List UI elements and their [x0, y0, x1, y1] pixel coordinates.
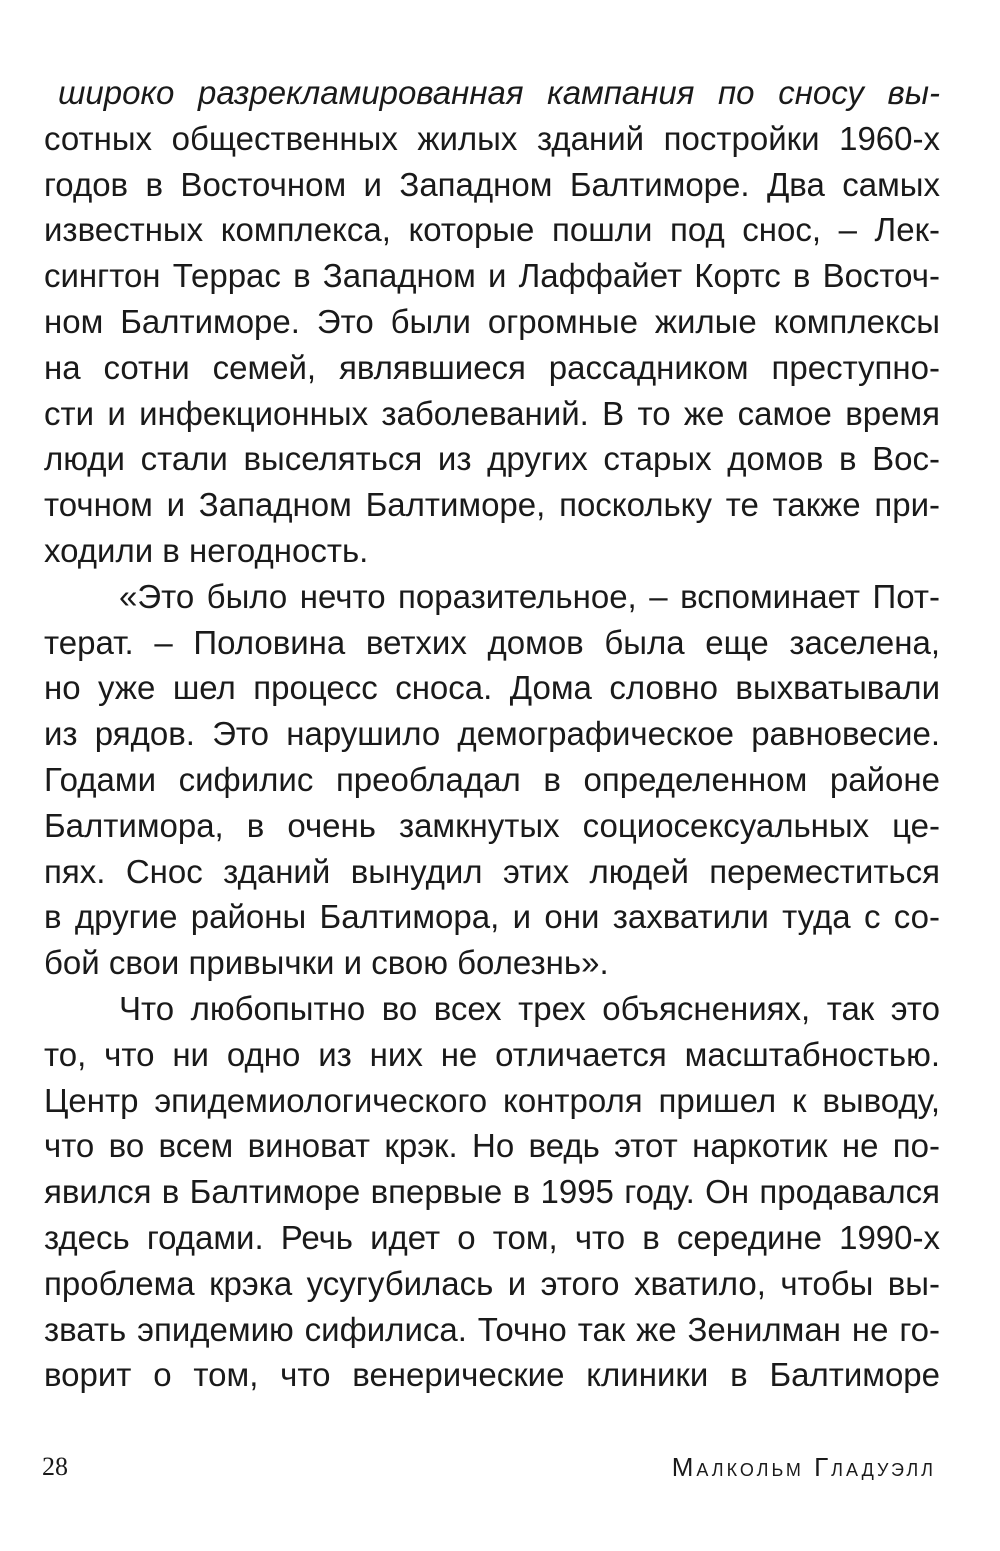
text-line: широко разрекламированная кампания по сносу вы- — [58, 74, 940, 111]
text-line: ворит о том, что венерические клиники в Балтиморе — [44, 1356, 940, 1394]
text-line: то, что ни одно из них не отличается масштабностью. — [44, 1035, 940, 1073]
text-line: известных комплекса, которые пошли под снос, – Лек- — [44, 211, 940, 249]
text-line: люди стали выселяться из других старых домов в Вос- — [44, 440, 940, 478]
text-line: сотных общественных жилых зданий постройки 1960-х — [44, 119, 940, 157]
text-line: из рядов. Это нарушило демографическое равновесие. — [44, 715, 940, 753]
text-line: сингтон Террас в Западном и Лаффайет Кортс в Восточ- — [44, 257, 940, 295]
text-line: звать эпидемию сифилиса. Точно так же Зенилман не го- — [44, 1310, 940, 1348]
text-line: пях. Снос зданий вынудил этих людей переместиться — [44, 852, 940, 890]
text-line: явился в Балтиморе впервые в 1995 году. Он продавался — [44, 1173, 940, 1211]
text-line: «Это было нечто поразительное, – вспоминает Пот- — [119, 577, 940, 615]
text-line: в другие районы Балтимора, и они захватили туда с со- — [44, 898, 940, 936]
text-line: точном и Западном Балтиморе, поскольку те также при- — [44, 486, 940, 524]
text-line: Центр эпидемиологического контроля пришел к выводу, — [44, 1081, 940, 1119]
text-line: Балтимора, в очень замкнутых социосексуальных це- — [44, 806, 940, 844]
running-head-author: Малкольм Гладуэлл — [671, 1452, 936, 1482]
text-line: Годами сифилис преобладал в определенном районе — [44, 760, 940, 798]
page-footer — [42, 1452, 936, 1492]
text-line: проблема крэка усугубилась и этого хватило, чтобы вы- — [44, 1264, 940, 1302]
text-line: бой свои привычки и свою болезнь». — [44, 944, 609, 982]
text-line: что во всем виноват крэк. Но ведь этот наркотик не по- — [44, 1127, 940, 1165]
text-line: ном Балтиморе. Это были огромные жилые комплексы — [44, 302, 940, 340]
text-line: терат. – Половина ветхих домов была еще заселена, — [44, 623, 940, 661]
text-line: ходили в негодность. — [44, 531, 369, 569]
text-line: на сотни семей, являвшиеся рассадником преступно- — [44, 348, 940, 386]
text-line: сти и инфекционных заболеваний. В то же самое время — [44, 394, 940, 432]
text-line: Что любопытно во всех трех объяснениях, так это — [119, 989, 940, 1027]
text-line: годов в Восточном и Западном Балтиморе. Два самых — [44, 165, 940, 203]
text-line: здесь годами. Речь идет о том, что в середине 1990-х — [44, 1218, 940, 1256]
text-line: но уже шел процесс сноса. Дома словно выхватывали — [44, 669, 940, 707]
body-text — [44, 70, 940, 1398]
page-number: 28 — [42, 1452, 68, 1481]
